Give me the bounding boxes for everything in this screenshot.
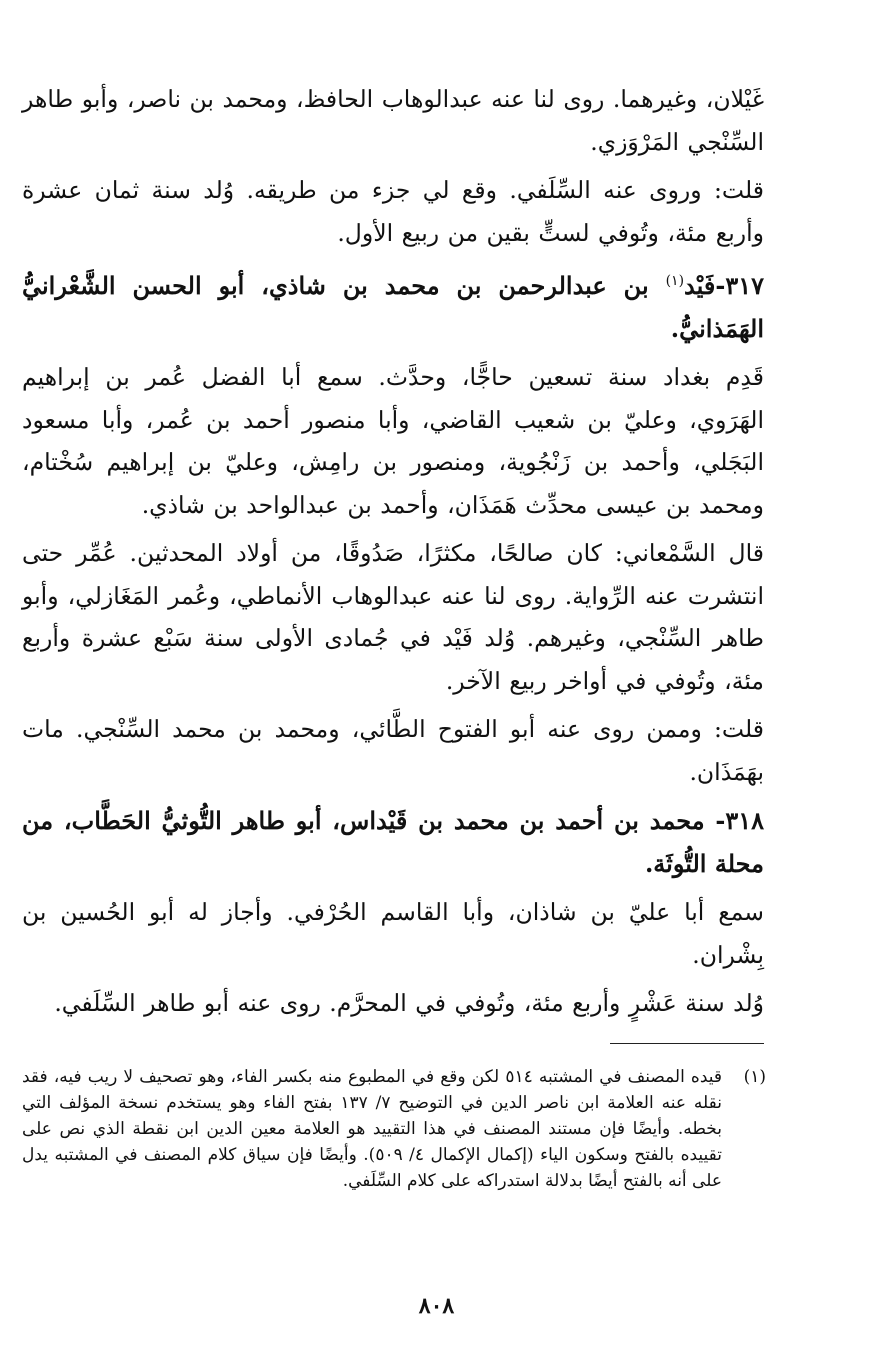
entry-317-heading — [22, 260, 764, 350]
main-text — [22, 78, 764, 1031]
entry-318-paragraph-1: سمع أبا عليّ بن شاذان، وأبا القاسم الحُرْفي. وأجاز له أبو الحُسين بن بِشْران. — [22, 898, 764, 969]
entry-317-heading-start: ٣١٧-فَيْد — [684, 271, 764, 300]
entry-317-paragraph-3: قلت: وممن روى عنه أبو الفتوح الطَّائي، ومحمد بن محمد السِّنْجي. مات بهَمَذَان. — [22, 715, 764, 786]
footnote-number: (١) — [743, 1067, 766, 1087]
page-number: ٨٠٨ — [418, 1293, 455, 1319]
entry-317-heading-rest: بن عبدالرحمن بن محمد بن شاذي، أبو الحسن الشَّعْرانيُّ الهَمَذانيُّ. — [22, 271, 764, 343]
entry-318-paragraph-2: وُلد سنة عَشْرٍ وأربع مئة، وتُوفي في المحرَّم. روى عنه أبو طاهر السِّلَفي. — [54, 989, 764, 1017]
footnote-reference: (١) — [665, 273, 685, 289]
entry-317-paragraph-1: قَدِم بغداد سنة تسعين حاجًّا، وحدَّث. سمع أبا الفضل عُمر بن إبراهيم الهَرَوي، وعليّ بن شعيب القاضي، وأبا منصور أحمد بن عُمر، وأبا مسعود البَجَلي، وأحمد بن زَنْجُوية، ومنصور بن رامِش، وعليّ بن إبراهيم سُخْتام، ومحمد بن عيسى محدِّث هَمَذَان، وأحمد بن عبدالواحد بن شاذي. — [22, 363, 764, 519]
entry-317-paragraph-2: قال السَّمْعاني: كان صالحًا، مكثرًا، صَدُوقًا، من أولاد المحدثين. عُمِّر حتى انتشرت عنه الرِّواية. روى لنا عنه عبدالوهاب الأنماطي، وعُمر المَغَازلي، وأبو طاهر السِّنْجي، وغيرهم. وُلد فَيْد في جُمادى الأولى سنة سَبْع عشرة وأربع مئة، وتُوفي في أواخر ربيع الآخر. — [22, 539, 764, 695]
paragraph-intro-2: قلت: وروى عنه السِّلَفي. وقع لي جزء من طريقه. وُلد سنة ثمان عشرة وأربع مئة، وتُوفي لستٍّ بقين من ربيع الأول. — [22, 176, 764, 247]
footnote-separator — [610, 1043, 764, 1044]
paragraph-intro-1: غَيْلان، وغيرهما. روى لنا عنه عبدالوهاب الحافظ، ومحمد بن ناصر، وأبو طاهر السِّنْجي المَرْوَزي. — [22, 85, 764, 156]
footnote-text: قيده المصنف في المشتبه ٥١٤ لكن وقع في المطبوع منه بكسر الفاء، وهو تصحيف لا ريب فيه، فقد نقله عنه العلامة ابن ناصر الدين في التوضيح ٧/ ١٣٧ بفتح الفاء وهو يستخدم نسخة المؤلف التي بخطه. وأيضًا فإن مستند المصنف في هذا التقييد هو العلامة معين الدين ابن نقطة الذي نص على تقييده بالفتح وسكون الياء (إكمال الإكمال ٤/ ٥٠٩). وأيضًا فإن سياق كلام المصنف في المشتبه يدل على أنه بالفتح أيضًا بدلالة استدراكه على كلام السِّلَفي. — [22, 1067, 722, 1191]
footnote — [22, 1064, 766, 1194]
entry-318-heading: ٣١٨- محمد بن أحمد بن محمد بن قَيْداس، أبو طاهر التُّوثيُّ الحَطَّاب، من محلة التُّوثَة. — [22, 806, 764, 878]
